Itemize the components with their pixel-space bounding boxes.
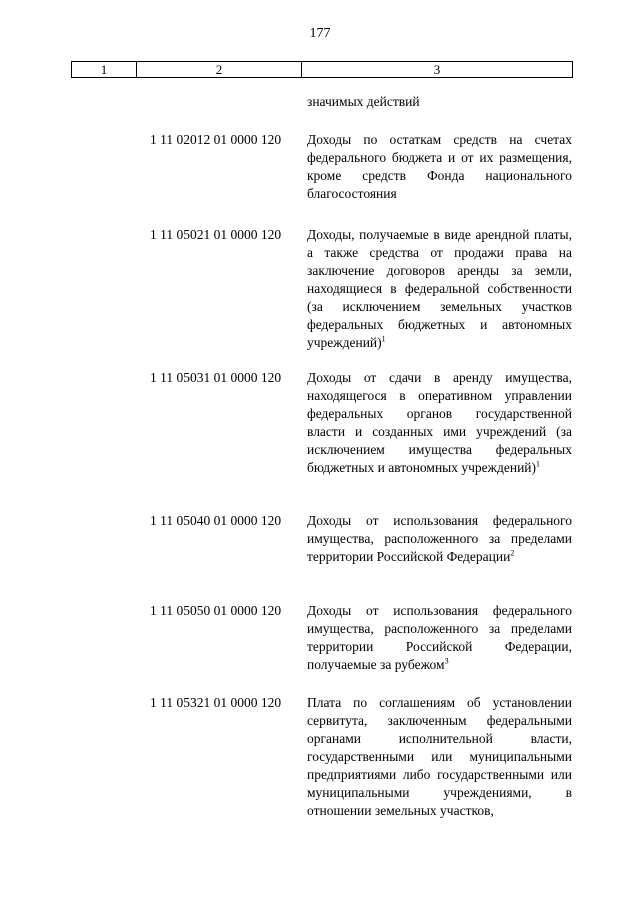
budget-code: 1 11 05031 01 0000 120 (150, 370, 282, 385)
income-description: Доходы от сдачи в аренду имущества, находящегося в оперативном управлении федеральных органов государственной власти и созданных ими учреждений (за исключением имущества федеральных бюджетных и автономных учреждений)$^1$ (307, 370, 572, 475)
column-header-2: 2 (137, 62, 302, 77)
budget-code: 1 11 05021 01 0000 120 (150, 227, 282, 242)
income-description: Доходы, получаемые в виде арендной платы, а также средства от продажи права на заключение договоров аренды за земли, находящиеся в федеральной собственности (за исключением земельных участков федеральных бюджетных и автономных учреждений)$^1$ (307, 227, 572, 350)
page-number: 177 (309, 26, 331, 41)
budget-code: 1 11 05321 01 0000 120 (150, 695, 282, 710)
income-description: Доходы от использования федерального имущества, расположенного за пределами территории Российской Федерации, получаемые за рубежом$^3$ (307, 603, 572, 672)
income-description: Плата по соглашениям об установлении сервитута, заключенным федеральными органами исполнительной власти, государственными или муниципальными предприятиями либо государственными или муниципальными учреждениями, в отношении земельных участков, (307, 695, 572, 818)
footnote-marker: 2 (510, 548, 515, 558)
column-header-1: 1 (72, 62, 137, 77)
continuation-text: значимых действий (307, 94, 420, 109)
budget-code: 1 11 02012 01 0000 120 (150, 132, 282, 147)
table-header (71, 61, 573, 78)
budget-code: 1 11 05050 01 0000 120 (150, 603, 282, 618)
footnote-marker: 3 (444, 656, 449, 666)
column-header-3: 3 (433, 62, 441, 77)
income-description: Доходы по остаткам средств на счетах федерального бюджета и от их размещения, кроме средств Фонда национального благосостояния (307, 132, 572, 201)
footnote-marker: 1 (536, 459, 541, 469)
budget-code: 1 11 05040 01 0000 120 (150, 513, 282, 528)
income-description: Доходы от использования федерального имущества, расположенного за пределами территории Российской Федерации$^2$ (307, 513, 572, 564)
footnote-marker: 1 (381, 334, 386, 344)
